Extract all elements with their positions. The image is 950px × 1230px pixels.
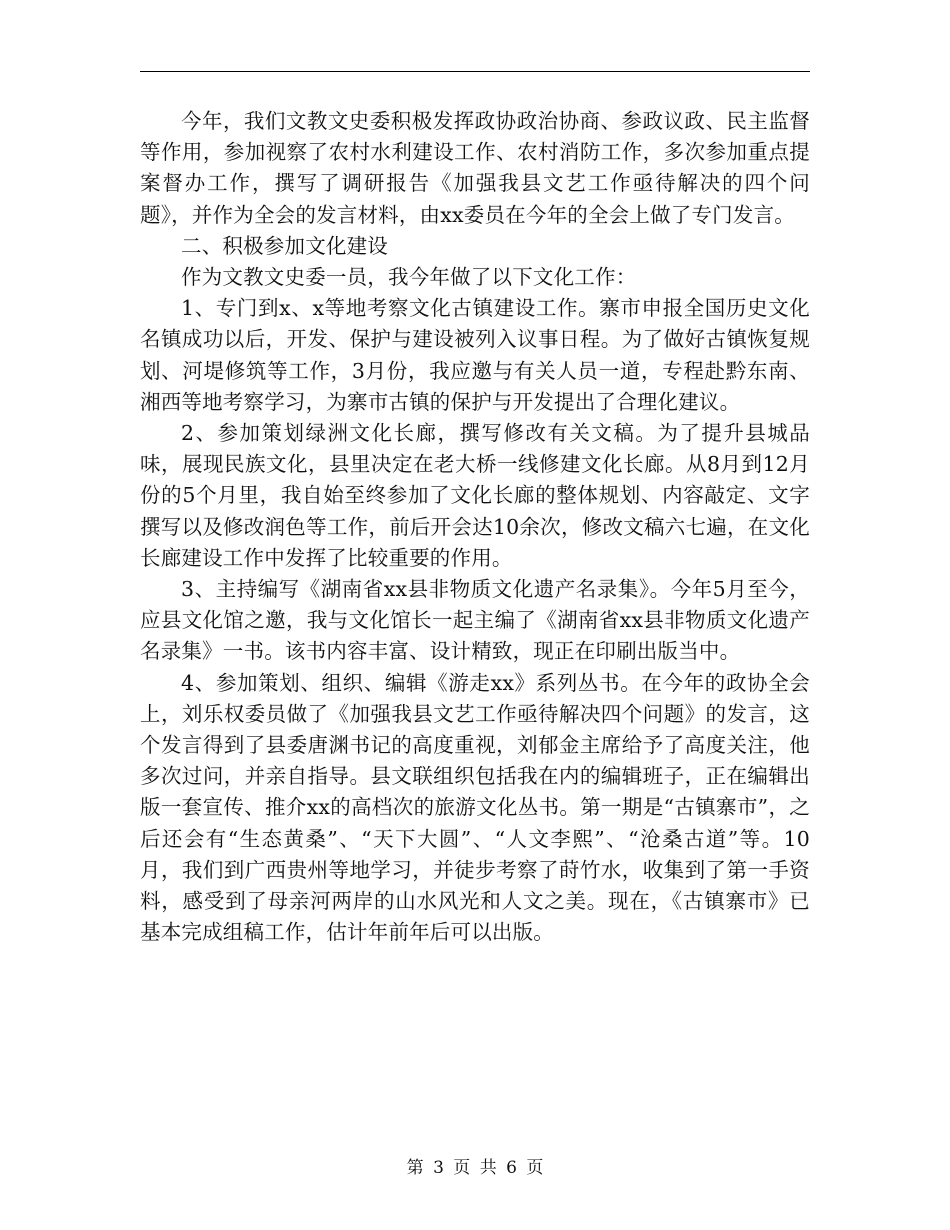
header-rule bbox=[140, 71, 810, 72]
paragraph-item-1: 1、专门到x、x等地考察文化古镇建设工作。寨市申报全国历史文化名镇成功以后，开发、保护与建设被列入议事日程。为了做好古镇恢复规划、河堤修筑等工作，3月份，我应邀与有关人员一道，专程赴黔东南、湘西等地考察学习，为寨市古镇的保护与开发提出了合理化建议。 bbox=[140, 296, 810, 414]
document-body bbox=[140, 106, 810, 948]
paragraph-lead: 作为文教文史委一员，我今年做了以下文化工作： bbox=[181, 265, 637, 290]
page-number-footer: 第 3 页 共 6 页 bbox=[406, 1158, 544, 1178]
paragraph-item-4: 4、参加策划、组织、编辑《游走xx》系列丛书。在今年的政协全会上，刘乐权委员做了《加强我县文艺工作亟待解决四个问题》的发言，这个发言得到了县委唐渊书记的高度重视，刘郁金主席给予了高度关注，他多次过问，并亲自指导。县文联组织包括我在内的编辑班子，正在编辑出版一套宣传、推介xx的高档次的旅游文化丛书。第一期是“古镇寨市”，之后还会有“生态黄桑”、“天下大圆”、“人文李熙”、“沧桑古道”等。10月，我们到广西贵州等地学习，并徒步考察了莳竹水，收集到了第一手资料，感受到了母亲河两岸的山水风光和人文之美。现在，《古镇寨市》已基本完成组稿工作，估计年前年后可以出版。 bbox=[140, 670, 810, 945]
paragraph-item-3: 3、主持编写《湖南省xx县非物质文化遗产名录集》。今年5月至今，应县文化馆之邀，我与文化馆长一起主编了《湖南省xx县非物质文化遗产名录集》一书。该书内容丰富、设计精致，现正在印刷出版当中。 bbox=[140, 577, 810, 664]
paragraph-item-2: 2、参加策划绿洲文化长廊，撰写修改有关文稿。为了提升县城品味，展现民族文化，县里决定在老大桥一线修建文化长廊。从8月到12月份的5个月里，我自始至终参加了文化长廊的整体规划、内容敲定、文字撰写以及修改润色等工作，前后开会达10余次，修改文稿六七遍，在文化长廊建设工作中发挥了比较重要的作用。 bbox=[140, 421, 810, 570]
section-heading: 二、积极参加文化建设 bbox=[181, 233, 388, 258]
paragraph-intro: 今年，我们文教文史委积极发挥政协政治协商、参政议政、民主监督等作用，参加视察了农村水利建设工作、农村消防工作，多次参加重点提案督办工作，撰写了调研报告《加强我县文艺工作亟待解决的四个问题》，并作为全会的发言材料，由xx委员在今年的全会上做了专门发言。 bbox=[140, 109, 810, 227]
